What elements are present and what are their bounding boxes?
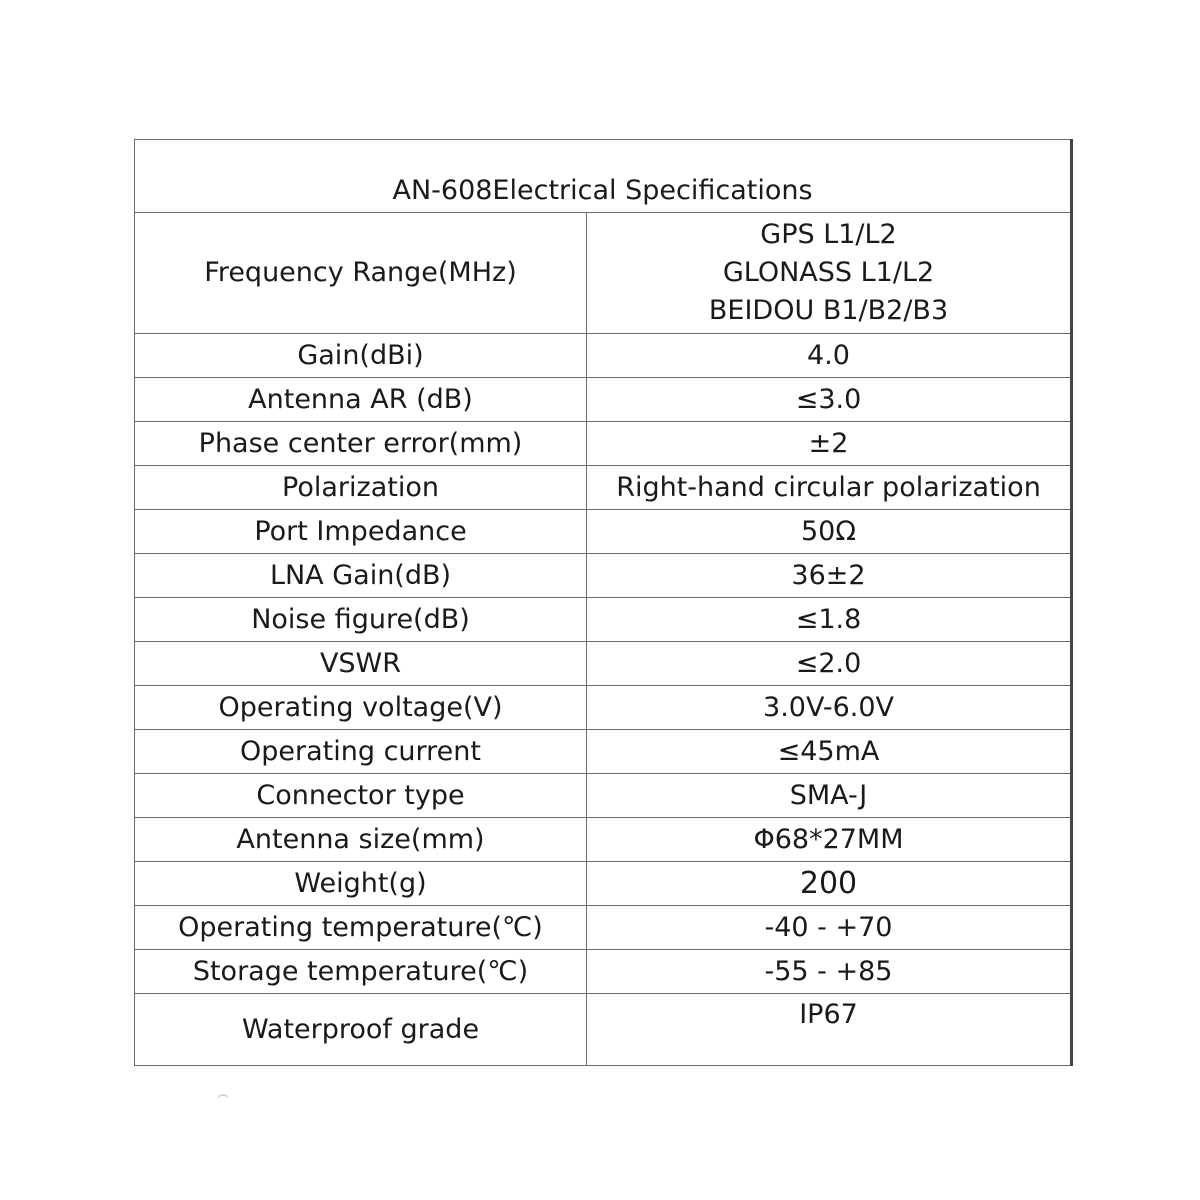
table-row: [135, 950, 1072, 994]
electrical-specifications-table: [134, 139, 1073, 1066]
spec-label: Operating voltage(V): [135, 686, 587, 730]
table-title-row: [135, 140, 1072, 213]
spec-value: Φ68*27MM: [587, 818, 1072, 862]
spec-label: Antenna AR (dB): [135, 378, 587, 422]
table-row: [135, 378, 1072, 422]
spec-label: Noise figure(dB): [135, 598, 587, 642]
spec-value: 50Ω: [587, 510, 1072, 554]
spec-label: Gain(dBi): [135, 334, 587, 378]
table-title-text: AN-608Electrical Specifications: [392, 175, 813, 206]
spec-value: IP67: [587, 994, 1072, 1066]
spec-value: ±2: [587, 422, 1072, 466]
spec-value: 36±2: [587, 554, 1072, 598]
table-row: [135, 554, 1072, 598]
faint-artifact-mark: [217, 1094, 229, 1102]
table-row: [135, 774, 1072, 818]
table-row: [135, 906, 1072, 950]
spec-value: ≤3.0: [587, 378, 1072, 422]
table-row: [135, 510, 1072, 554]
table-row: [135, 422, 1072, 466]
spec-label: Polarization: [135, 466, 587, 510]
spec-label: Storage temperature(℃): [135, 950, 587, 994]
spec-value: Right-hand circular polarization: [587, 466, 1072, 510]
spec-label: Antenna size(mm): [135, 818, 587, 862]
table-title: [135, 140, 1072, 213]
spec-label: Phase center error(mm): [135, 422, 587, 466]
frequency-value-line: BEIDOU B1/B2/B3: [708, 295, 949, 326]
table-row: [135, 818, 1072, 862]
spec-value: 200: [587, 862, 1072, 906]
spec-label: Connector type: [135, 774, 587, 818]
spec-label: LNA Gain(dB): [135, 554, 587, 598]
spec-value: -55 - +85: [587, 950, 1072, 994]
spec-label: VSWR: [135, 642, 587, 686]
spec-value: SMA-J: [587, 774, 1072, 818]
spec-value: ≤1.8: [587, 598, 1072, 642]
table-row: [135, 862, 1072, 906]
spec-label: Waterproof grade: [135, 994, 587, 1066]
spec-value: -40 - +70: [587, 906, 1072, 950]
spec-value: 4.0: [587, 334, 1072, 378]
spec-value: [587, 213, 1072, 334]
spec-label: Weight(g): [135, 862, 587, 906]
spec-value: ≤45mA: [587, 730, 1072, 774]
spec-label: Operating temperature(℃): [135, 906, 587, 950]
table-row: [135, 334, 1072, 378]
frequency-value-line: GLONASS L1/L2: [722, 257, 935, 288]
table-row: [135, 642, 1072, 686]
spec-label: Port Impedance: [135, 510, 587, 554]
frequency-value-line: GPS L1/L2: [760, 219, 897, 250]
table-row: [135, 994, 1072, 1066]
spec-value: ≤2.0: [587, 642, 1072, 686]
spec-value: 3.0V-6.0V: [587, 686, 1072, 730]
table-row: [135, 466, 1072, 510]
table-row: [135, 213, 1072, 334]
spec-label: Operating current: [135, 730, 587, 774]
table-row: [135, 686, 1072, 730]
table-row: [135, 730, 1072, 774]
spec-label: Frequency Range(MHz): [135, 213, 587, 334]
table-row: [135, 598, 1072, 642]
